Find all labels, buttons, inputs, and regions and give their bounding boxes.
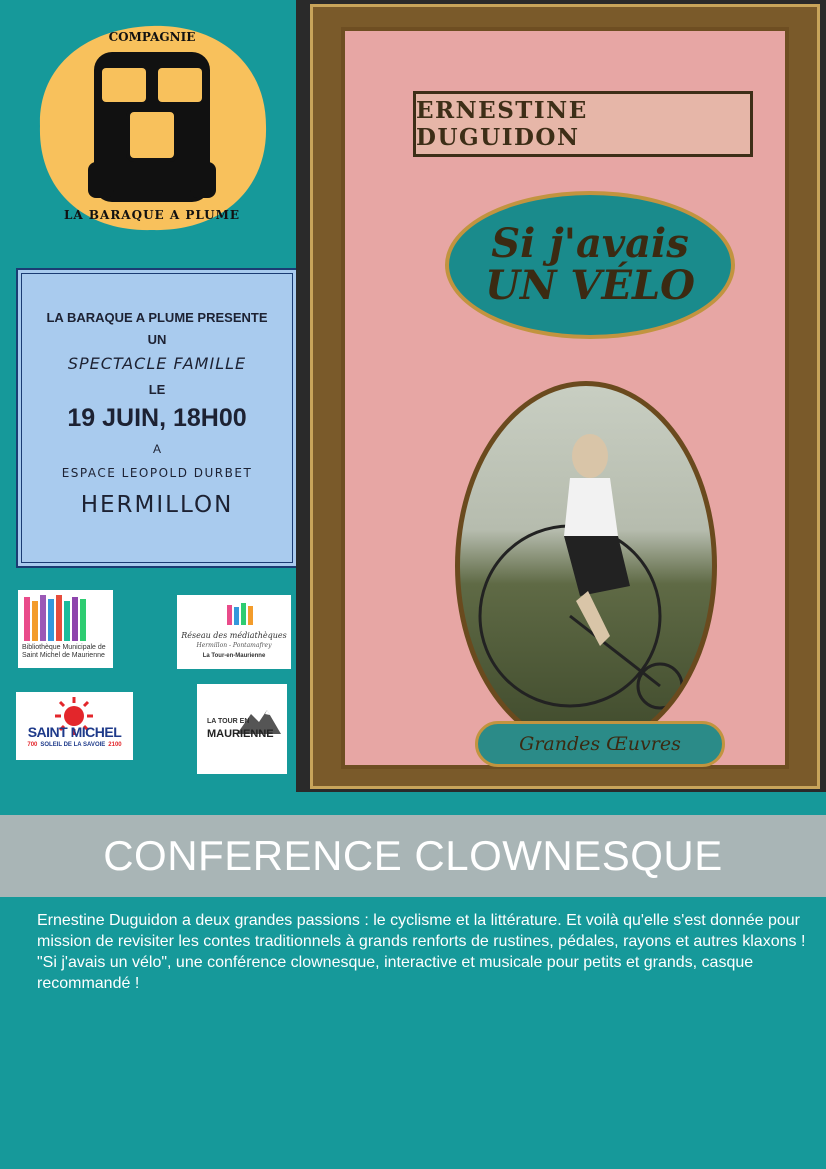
book-cover-panel: [341, 27, 789, 769]
cyclist-photo: [455, 381, 717, 751]
la-tour-big: MAURIENNE: [207, 728, 274, 740]
altitude-high: 2100: [108, 742, 122, 748]
venue-name: ESPACE LEOPOLD DURBET: [61, 466, 253, 480]
logo-bottom-text: LA BARAQUE A PLUME: [63, 208, 241, 222]
penny-farthing-icon: [460, 386, 717, 751]
book-author: ERNESTINE DUGUIDON: [413, 91, 753, 157]
reseau-title: Réseau des médiathèques: [181, 631, 287, 640]
saint-michel-sub: SOLEIL DE LA SAVOIE: [40, 742, 106, 748]
la-tour-small: LA TOUR EN: [207, 718, 250, 725]
saint-michel-logo: [16, 692, 133, 760]
description-paragraph-2: "Si j'avais un vélo", une conférence clownesque, interactive et musicale pour petits et grands, casque recommandé !: [37, 954, 754, 993]
bibliotheque-logo: [18, 590, 113, 668]
saint-michel-name: SAINT MICHEL: [27, 724, 122, 740]
saint-michel-tagline: [16, 742, 133, 748]
presenter-line: LA BARAQUE A PLUME PRESENTE: [46, 310, 268, 325]
logo-top-text: COMPAGNIE: [108, 30, 196, 44]
a-line: A: [152, 442, 161, 456]
reseau-sub: Hermillon - Pontamafrey: [196, 642, 272, 649]
event-info-box: [16, 268, 298, 568]
venue-town: HERMILLON: [80, 492, 234, 518]
le-line: LE: [148, 382, 166, 397]
compagnie-logo: [36, 22, 268, 234]
event-description: [37, 910, 807, 994]
show-type-line: SPECTACLE FAMILLE: [67, 354, 247, 373]
book-collection: Grandes Œuvres: [475, 721, 725, 767]
reseau-mediatheques-logo: [177, 595, 291, 669]
altitude-low: 700: [27, 742, 38, 748]
books-icon: [227, 603, 257, 625]
un-line: UN: [147, 332, 167, 347]
event-date: 19 JUIN, 18H00: [67, 404, 247, 432]
description-paragraph-1: Ernestine Duguidon a deux grandes passions : le cyclisme et la littérature. Et voilà qu'elle s'est donnée pour mission de revisiter les contes traditionnels à grands renforts de rustines, pédales, rayons et autres klaxons !: [37, 912, 806, 951]
book-title-oval: [445, 191, 735, 339]
book-cover-image: [296, 0, 826, 792]
book-title-line2: UN VÉLO: [485, 262, 695, 309]
bibliotheque-text: Bibliothèque Municipale de Saint Michel de Maurienne: [22, 644, 106, 660]
books-icon: [24, 593, 86, 641]
reseau-city: La Tour-en-Maurienne: [202, 653, 266, 659]
book-ornamental-frame: [310, 4, 820, 789]
conference-banner: CONFERENCE CLOWNESQUE: [0, 815, 826, 897]
bus-icon: [36, 22, 268, 234]
book-title-line1: Si j'avais: [491, 220, 689, 267]
la-tour-en-maurienne-logo: [197, 684, 287, 774]
